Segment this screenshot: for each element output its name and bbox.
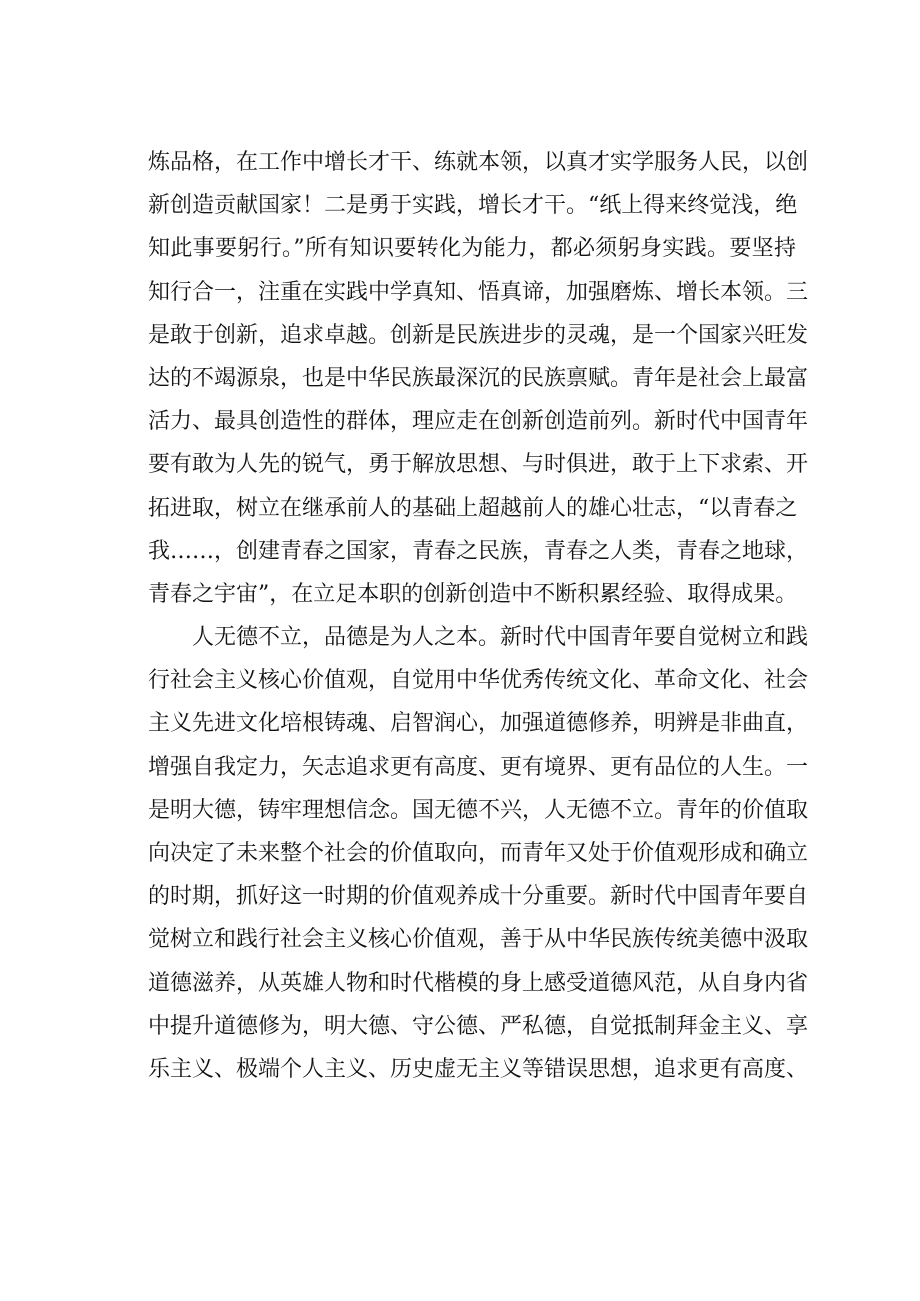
text-line: 向决定了未来整个社会的价值取向，而青年又处于价值观形成和确立 [148, 841, 809, 866]
text-line: 要有敢为人先的锐气，勇于解放思想、与时俱进，敢于上下求索、开 [148, 452, 809, 478]
text-line: 的时期，抓好这一时期的价值观养成十分重要。新时代中国青年要自 [148, 884, 809, 910]
text-line: 中提升道德修为，明大德、守公德、严私德，自觉抵制拜金主义、享 [148, 1013, 809, 1039]
text-line: 达的不竭源泉，也是中华民族最深沉的民族禀赋。青年是社会上最富 [148, 365, 809, 391]
text-line: 知此事要躬行。”所有知识要转化为能力，都必须躬身实践。要坚持 [148, 236, 796, 262]
text-line: 新创造贡献国家！二是勇于实践，增长才干。“纸上得来终觉浅，绝 [148, 193, 798, 219]
paragraph-first-line: 人无德不立，品德是为人之本。新时代中国青年要自觉树立和践 [192, 625, 809, 651]
text-line: 道德滋养，从英雄人物和时代楷模的身上感受道德风范，从自身内省 [148, 970, 809, 996]
text-line: 增强自我定力，矢志追求更有高度、更有境界、更有品位的人生。一 [148, 754, 809, 780]
text-line: 乐主义、极端个人主义、历史虚无主义等错误思想，追求更有高度、 [148, 1056, 809, 1082]
text-line: 行社会主义核心价值观，自觉用中华优秀传统文化、革命文化、社会 [148, 668, 809, 694]
text-line: 青春之宇宙”，在立足本职的创新创造中不断积累经验、取得成果。 [148, 581, 798, 607]
text-line: 是明大德，铸牢理想信念。国无德不兴，人无德不立。青年的价值取 [148, 797, 809, 823]
text-line: 知行合一，注重在实践中学真知、悟真谛，加强磨炼、增长本领。三 [148, 279, 809, 305]
body-text [148, 141, 809, 1091]
text-line: 是敢于创新，追求卓越。创新是民族进步的灵魂，是一个国家兴旺发 [148, 322, 809, 348]
text-line: 活力、最具创造性的群体，理应走在创新创造前列。新时代中国青年 [148, 409, 809, 435]
text-line: 炼品格，在工作中增长才干、练就本领，以真才实学服务人民，以创 [148, 150, 809, 175]
text-line: 我……，创建青春之国家，青春之民族，青春之人类，青春之地球， [148, 538, 809, 564]
text-line: 主义先进文化培根铸魂、启智润心，加强道德修养，明辨是非曲直， [148, 711, 809, 737]
text-line: 觉树立和践行社会主义核心价值观，善于从中华民族传统美德中汲取 [148, 927, 809, 953]
text-line: 拓进取，树立在继承前人的基础上超越前人的雄心壮志，“以青春之 [148, 495, 798, 521]
